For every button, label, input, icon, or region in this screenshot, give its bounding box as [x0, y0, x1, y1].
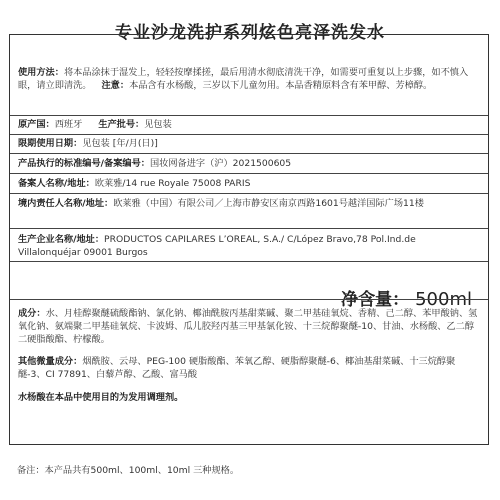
divider: [10, 173, 488, 174]
responsible-value: 欧莱雅（中国）有限公司／上海市静安区南京西路1601号越洋国际广场11楼: [113, 198, 424, 209]
net-label: 净含量：: [341, 290, 410, 310]
filer-row: [18, 177, 480, 190]
other-text: 烟酰胺、云母、PEG-100 硬脂酸酯、苯氧乙醇、硬脂醇聚醚-6、椰油基甜菜碱、十三烷醇聚醚-3、CI 77891、白藜芦醇、乙酸、富马酸: [18, 356, 456, 381]
usage-text: 将本品涂抹于湿发上，轻轻按摩揉搓，最后用清水彻底清洗干净，如需要可重复以上步骤，如不慎入眼，请立即清洗。: [18, 67, 469, 92]
notice-text: 本品含有水杨酸，三岁以下儿童勿用。本品香精原料含有苯甲醇、芳樟醇。: [129, 80, 433, 92]
expiry-value: 见包装 [年/月(日)]: [82, 138, 158, 149]
manufacturer-label: 生产企业名称/地址：: [18, 234, 105, 245]
manufacturer-value: PRODUCTOS CAPILARES L’OREAL, S.A./ C/López Bravo,78 Pol.Ind.de Villalonquéjar 09001 Burgos: [18, 234, 416, 259]
divider: [10, 115, 488, 116]
expiry-label: 限期使用日期：: [18, 138, 83, 149]
divider: [10, 193, 488, 194]
divider: [10, 228, 488, 229]
manufacturer-block: [18, 233, 480, 259]
standard-value: 国妆网备进字（沪）2021500605: [149, 158, 292, 169]
responsible-label: 境内责任人名称/地址：: [18, 198, 114, 209]
standard-row: [18, 157, 480, 170]
ingredients-label: 成分：: [18, 308, 46, 319]
responsible-block: [18, 197, 480, 210]
batch-label: 生产批号：: [98, 119, 145, 130]
label-frame: [9, 34, 489, 445]
expiry-row: [18, 137, 480, 150]
notice-label: 注意：: [101, 80, 130, 92]
page-title: 专业沙龙洗护系列炫色亮泽洗发水: [115, 23, 385, 43]
other-block: [18, 355, 480, 381]
origin-value: 西班牙: [54, 119, 83, 130]
divider: [10, 261, 488, 262]
standard-label: 产品执行的标准编号/备案编号：: [18, 158, 150, 169]
origin-label: 原产国：: [18, 119, 55, 130]
divider: [10, 134, 488, 135]
salicylic-note: 水杨酸在本品中使用目的为发用调理剂。: [18, 392, 184, 403]
divider: [10, 153, 488, 154]
divider: [10, 299, 488, 300]
usage-block: [18, 66, 480, 108]
origin-row: [18, 118, 480, 131]
batch-value: 见包装: [144, 119, 172, 130]
footer-note: 备注：本产品共有500ml、100ml、10ml 三种规格。: [17, 465, 240, 476]
ingredients-text: 水、月桂醇聚醚硫酸酯钠、氯化钠、椰油酰胺丙基甜菜碱、聚二甲基硅氧烷、香精、己二醇、苯甲酸钠、氢氧化钠、氨端聚二甲基硅氧烷、卡波姆、瓜儿胶羟丙基三甲基氯化铵、十三烷醇聚醚-10、甘油、水杨酸、乙二醇二硬脂酸酯、柠檬酸。: [18, 308, 478, 346]
ingredients-block: [18, 307, 480, 347]
filer-label: 备案人名称/地址：: [18, 178, 95, 189]
filer-value: 欧莱雅/14 rue Royale 75008 PARIS: [94, 178, 251, 189]
net-value: 500ml: [415, 289, 472, 310]
usage-label: 使用方法：: [18, 67, 64, 78]
other-label: 其他微量成分：: [18, 356, 83, 367]
